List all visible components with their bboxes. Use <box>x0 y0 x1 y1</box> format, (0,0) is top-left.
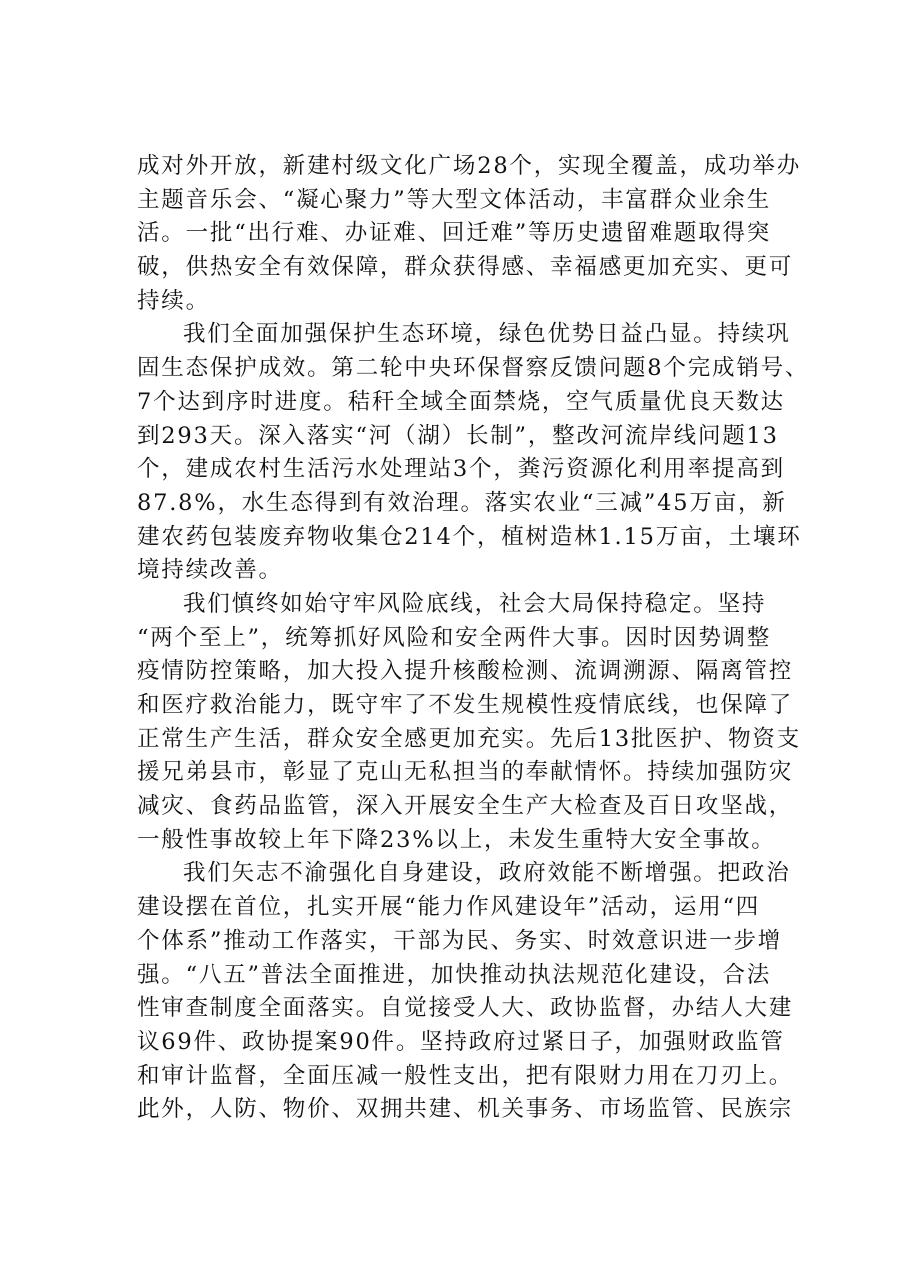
text-line: 性审查制度全面落实。自觉接受人大、政协监督，办结人大建 <box>137 995 794 1022</box>
text-line: 破，供热安全有效保障，群众获得感、幸福感更加充实、更可 <box>137 254 794 281</box>
paragraph-4 <box>137 857 827 1127</box>
text-line: 7个达到序时进度。秸秆全域全面禁烧，空气质量优良天数达 <box>137 388 785 415</box>
body-text <box>137 150 827 1127</box>
paragraph-2 <box>137 318 827 588</box>
text-line: 议69件、政协提案90件。坚持政府过紧日子，加强财政监管 <box>137 1028 785 1055</box>
text-line: 我们矢志不渝强化自身建设，政府效能不断增强。把政治 <box>183 860 791 887</box>
text-line: 个体系”推动工作落实，干部为民、务实、时效意识进一步增 <box>137 927 783 954</box>
text-line: 强。“八五”普法全面推进，加快推动执法规范化建设，合法 <box>137 961 772 988</box>
text-line: 固生态保护成效。第二轮中央环保督察反馈问题8个完成销号、 <box>137 355 810 382</box>
text-line: 一般性事故较上年下降23%以上，未发生重特大安全事故。 <box>137 826 776 853</box>
text-line: 援兄弟县市，彰显了克山无私担当的奉献情怀。持续加强防灾 <box>137 759 794 786</box>
text-line: “两个至上”，统筹抓好风险和安全两件大事。因时因势调整 <box>137 624 772 651</box>
paragraph-1 <box>137 150 827 318</box>
text-line: 和医疗救治能力，既守牢了不发生规模性疫情底线，也保障了 <box>137 692 794 718</box>
text-line: 我们全面加强保护生态环境，绿色优势日益凸显。持续巩 <box>183 321 791 348</box>
text-line: 持续。 <box>137 287 210 314</box>
text-line: 疫情防控策略，加大投入提升核酸检测、流调溯源、隔离管控 <box>137 658 794 685</box>
text-line: 个，建成农村生活污水处理站3个，粪污资源化利用率提高到 <box>137 456 785 483</box>
text-line: 我们慎终如始守牢风险底线，社会大局保持稳定。坚持 <box>183 590 767 617</box>
paragraph-3 <box>137 588 827 858</box>
text-line: 活。一批“出行难、办证难、回迁难”等历史遗留难题取得突 <box>137 220 772 247</box>
text-line: 87.8%，水生态得到有效治理。落实农业“三减”45万亩，新 <box>137 489 787 516</box>
text-line: 主题音乐会、“凝心聚力”等大型文体活动，丰富群众业余生 <box>137 186 772 213</box>
text-line: 到293天。深入落实“河（湖）长制”，整改河流岸线问题13 <box>137 422 779 449</box>
text-line: 正常生产生活，群众安全感更加充实。先后13批医护、物资支 <box>137 725 802 752</box>
text-line: 减灾、食药品监管，深入开展安全生产大检查及百日攻坚战， <box>137 793 794 820</box>
text-line: 此外，人防、物价、双拥共建、机关事务、市场监管、民族宗 <box>137 1096 794 1123</box>
text-line: 建设摆在首位，扎实开展“能力作风建设年”活动，运用“四 <box>137 894 761 921</box>
text-line: 和审计监督，全面压减一般性支出，把有限财力用在刀刃上。 <box>137 1062 794 1089</box>
text-line: 境持续改善。 <box>137 557 283 584</box>
text-line: 成对外开放，新建村级文化广场28个，实现全覆盖，成功举办 <box>137 153 802 179</box>
text-line: 建农药包装废弃物收集仓214个，植树造林1.15万亩，土壤环 <box>137 523 802 550</box>
